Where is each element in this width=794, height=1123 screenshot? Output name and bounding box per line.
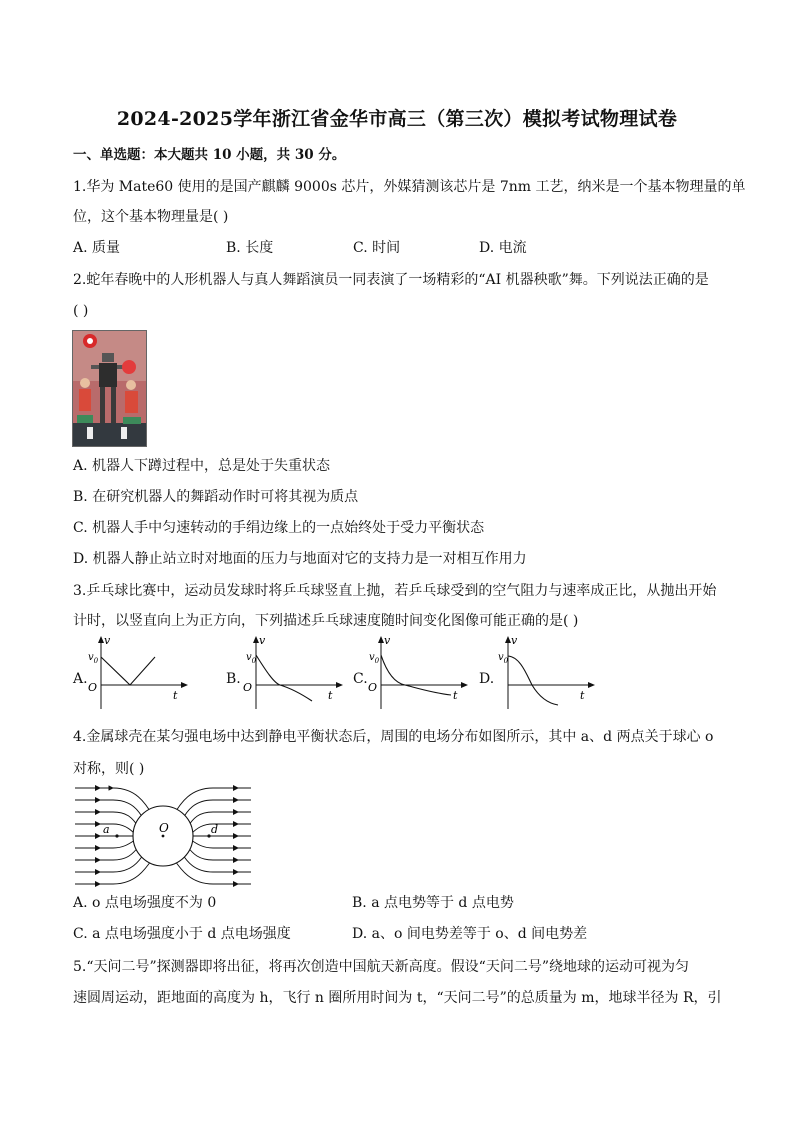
section-heading: 一、单选题：本大题共 10 小题，共 30 分。	[73, 147, 346, 163]
point-d-label: d	[211, 823, 219, 836]
q1-option-b: B. 长度	[226, 240, 274, 256]
q3-option-c-letter: C.	[353, 671, 368, 687]
q4-stem-line1: 4.金属球壳在某匀强电场中达到静电平衡状态后，周围的电场分布如图所示，其中 a、d 两点关于球心 o	[73, 729, 714, 745]
q3-stem-line2: 计时，以竖直向上为正方向，下列描述乒乓球速度随时间变化图像可能正确的是( )	[73, 613, 579, 629]
q2-option-c: C. 机器人手中匀速转动的手绢边缘上的一点始终处于受力平衡状态	[73, 520, 485, 536]
q3-graph-d	[492, 633, 597, 713]
q3-c-axis-v: v	[384, 634, 391, 647]
q3-c-v0: $v_0$	[369, 652, 380, 665]
q1-stem-line2: 位，这个基本物理量是( )	[73, 209, 229, 225]
q5-stem-line1: 5.“天问二号”探测器即将出征，将再次创造中国航天新高度。假设“天问二号”绕地球的运动可视为匀	[73, 959, 689, 975]
q4-option-d: D. a、o 间电势差等于 o、d 间电势差	[352, 926, 588, 942]
q3-stem-line1: 3.乒乓球比赛中，运动员发球时将乒乓球竖直上抛，若乒乓球受到的空气阻力与速率成正比，从抛出开始	[73, 583, 717, 599]
q4-option-a: A. o 点电场强度不为 0	[73, 895, 217, 911]
q3-a-axis-v: v	[104, 634, 111, 647]
robot-dance-photo	[72, 330, 147, 447]
q3-b-v0: $v_0$	[246, 652, 257, 665]
q1-option-a: A. 质量	[73, 240, 121, 256]
q1-option-c: C. 时间	[353, 240, 401, 256]
q3-a-axis-t: t	[173, 689, 178, 702]
q4-option-c: C. a 点电场强度小于 d 点电场强度	[73, 926, 291, 942]
q3-b-axis-v: v	[259, 634, 266, 647]
q1-stem-line1: 1.华为 Mate60 使用的是国产麒麟 9000s 芯片，外媒猜测该芯片是 7nm 工艺，纳米是一个基本物理量的单	[73, 179, 746, 195]
q3-graph-c	[365, 633, 470, 713]
q3-d-axis-t: t	[580, 689, 585, 702]
q2-stem-line2: ( )	[73, 303, 89, 319]
q1-option-d: D. 电流	[479, 240, 527, 256]
exam-title: 2024-2025学年浙江省金华市高三（第三次）模拟考试物理试卷	[116, 108, 678, 130]
q3-c-origin: O	[368, 681, 378, 694]
electric-field-diagram	[73, 782, 253, 890]
q3-graph-a	[85, 633, 190, 713]
q3-option-a-letter: A.	[73, 671, 88, 687]
q3-d-v0: $v_0$	[498, 652, 509, 665]
q2-option-b: B. 在研究机器人的舞蹈动作时可将其视为质点	[73, 489, 359, 505]
q2-option-d: D. 机器人静止站立时对地面的压力与地面对它的支持力是一对相互作用力	[73, 551, 527, 567]
q3-b-origin: O	[243, 681, 253, 694]
q2-stem-line1: 2.蛇年春晚中的人形机器人与真人舞蹈演员一同表演了一场精彩的“AI 机器秧歌”舞。下列说法正确的是	[73, 272, 709, 288]
q3-c-axis-t: t	[453, 689, 458, 702]
q5-stem-line2: 速圆周运动，距地面的高度为 h，飞行 n 圈所用时间为 t，“天问二号”的总质量为 m，地球半径为 R，引	[73, 990, 722, 1006]
q3-d-axis-v: v	[511, 634, 518, 647]
q3-a-v0: $v_0$	[88, 652, 99, 665]
q3-a-origin: O	[88, 681, 98, 694]
sphere-center-label: O	[159, 821, 169, 835]
point-a-label: a	[103, 823, 110, 836]
q4-stem-line2: 对称，则( )	[73, 761, 145, 777]
q2-option-a: A. 机器人下蹲过程中，总是处于失重状态	[73, 458, 331, 474]
q3-option-d-letter: D.	[479, 671, 495, 687]
q3-option-b-letter: B.	[226, 671, 241, 687]
q3-graph-b	[240, 633, 345, 713]
q3-b-axis-t: t	[328, 689, 333, 702]
q4-option-b: B. a 点电势等于 d 点电势	[352, 895, 514, 911]
